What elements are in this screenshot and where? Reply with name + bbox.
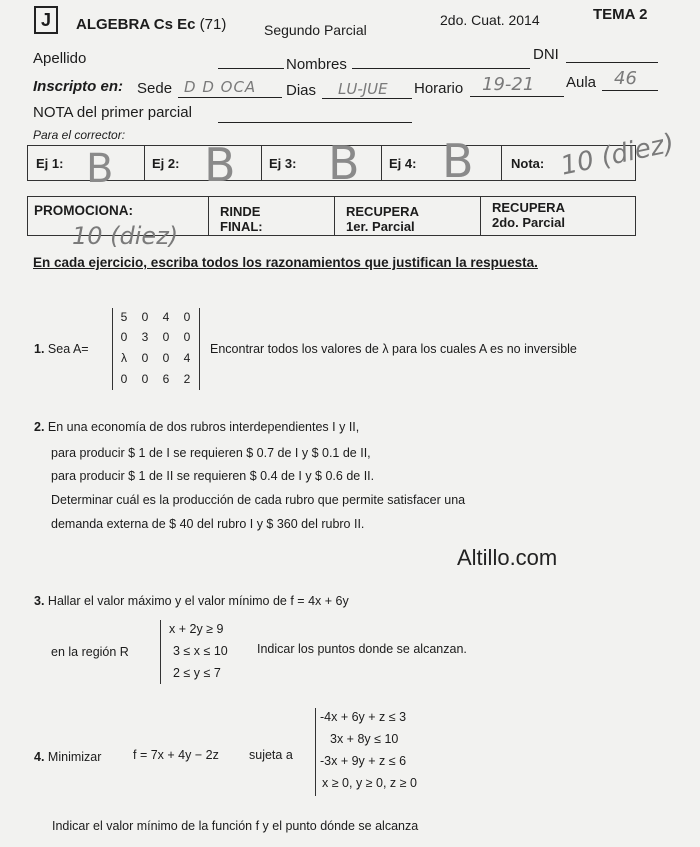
- exercise-4-lead: [34, 750, 101, 764]
- ej1-mark: B: [86, 146, 114, 192]
- promociona-mark: 10 (diez): [72, 222, 179, 250]
- matrix-cell: 0: [183, 310, 191, 324]
- horario-line: [470, 96, 564, 97]
- ej1-label: Ej 1:: [36, 156, 64, 171]
- recupera-2-sub: 2do. Parcial: [492, 215, 565, 230]
- dni-label: DNI: [533, 46, 559, 63]
- aula-value: 46: [614, 68, 637, 89]
- exercise-3-number: 3.: [34, 594, 45, 608]
- exercise-4-number: 4.: [34, 750, 45, 764]
- exercise-2-line-1: [34, 420, 359, 434]
- nombres-label: Nombres: [286, 56, 347, 73]
- nota-mark: 10 (diez): [558, 128, 677, 182]
- final-label: FINAL:: [220, 219, 263, 234]
- apellido-label: Apellido: [33, 50, 87, 67]
- recupera-2-label: RECUPERA: [492, 200, 565, 215]
- constraint-eq: x ≥ 0, y ≥ 0, z ≥ 0: [322, 776, 417, 790]
- exercise-1-number: 1.: [34, 342, 45, 356]
- ej2-label: Ej 2:: [152, 156, 180, 171]
- aula-label: Aula: [566, 74, 597, 91]
- matrix-cell: 0: [183, 330, 191, 344]
- ej3-label: Ej 3:: [269, 156, 297, 171]
- matrix-cell: 0: [141, 351, 149, 365]
- nota-primer-parcial-label: NOTA del primer parcial: [33, 104, 192, 121]
- inscripto-label: Inscripto en:: [33, 78, 124, 95]
- constraint-eq: 3x + 8y ≤ 10: [330, 732, 399, 746]
- matrix-cell: 2: [183, 372, 191, 386]
- matrix-cell: 0: [141, 372, 149, 386]
- watermark: Altillo.com: [457, 545, 558, 570]
- exercise-3-line-1: [34, 594, 349, 608]
- horario-value: 19-21: [482, 74, 535, 95]
- horario-label: Horario: [414, 80, 464, 97]
- ej2-mark: B: [204, 138, 236, 192]
- matrix-cell: 0: [141, 310, 149, 324]
- region-system: [160, 620, 228, 684]
- sede-value: D D OCA: [184, 78, 257, 96]
- exercise-3-region: en la región R: [51, 645, 129, 659]
- nombres-line: [352, 68, 530, 69]
- exercise-3-text-1: Hallar el valor máximo y el valor mínimo de f = 4x + 6y: [47, 594, 349, 608]
- matrix-cell: 4: [183, 351, 191, 365]
- exercise-1-sea: Sea A=: [47, 342, 89, 356]
- matrix-cell: 5: [120, 310, 128, 324]
- exercise-2-number: 2.: [34, 420, 45, 434]
- exercise-2-text-1: En una economía de dos rubros interdependientes I y II,: [47, 420, 360, 434]
- course-code: (71): [199, 16, 227, 33]
- promociona-label: PROMOCIONA:: [34, 203, 133, 218]
- matrix-cell: 4: [162, 310, 170, 324]
- dias-value: LU-JUE: [338, 80, 388, 98]
- matrix-cell: 0: [120, 330, 128, 344]
- apellido-line: [218, 68, 284, 69]
- matrix-cell: λ: [121, 351, 127, 365]
- nota-primer-parcial-line: [218, 122, 412, 123]
- exercise-4-tail: Indicar el valor mínimo de la función f y el punto dónde se alcanza: [52, 819, 419, 833]
- constraint-system: [315, 708, 417, 796]
- rinde-label: RINDE: [220, 204, 261, 219]
- matrix-cell: 0: [162, 351, 170, 365]
- recupera-1-label: RECUPERA: [346, 204, 419, 219]
- sede-label: Sede: [137, 80, 173, 97]
- matrix-cell: 3: [141, 330, 149, 344]
- matrix-a: [112, 308, 200, 390]
- matrix-cell: 6: [162, 372, 170, 386]
- nota-label: Nota:: [511, 156, 545, 171]
- dias-line: [322, 98, 412, 99]
- aula-line: [602, 90, 658, 91]
- exercise-3-tail: Indicar los puntos donde se alcanzan.: [257, 642, 467, 656]
- version-letter-box: J: [34, 6, 58, 34]
- corrector-label: Para el corrector:: [33, 128, 126, 142]
- exercise-2-line-5: demanda externa de $ 40 del rubro I y $ 360 del rubro II.: [51, 517, 365, 531]
- dias-label: Dias: [286, 82, 317, 99]
- ej4-label: Ej 4:: [389, 156, 417, 171]
- exercise-4-sujeta: sujeta a: [249, 748, 293, 762]
- exercise-2-line-2: para producir $ 1 de I se requieren $ 0.7 de I y $ 0.1 de II,: [51, 446, 371, 460]
- matrix-cell: 0: [120, 372, 128, 386]
- recupera-1-sub: 1er. Parcial: [346, 219, 415, 234]
- exam-name: Segundo Parcial: [264, 22, 367, 38]
- exercise-2-line-4: Determinar cuál es la producción de cada rubro que permite satisfacer una: [51, 493, 466, 507]
- course-name: ALGEBRA Cs Ec: [76, 16, 196, 33]
- ej3-mark: B: [328, 136, 360, 190]
- exercise-4-minimizar: Minimizar: [47, 750, 102, 764]
- sede-line: [178, 97, 282, 98]
- ej4-mark: B: [442, 134, 474, 188]
- exercise-4-function: f = 7x + 4y − 2z: [133, 748, 219, 762]
- exam-term: 2do. Cuat. 2014: [440, 12, 540, 28]
- exercise-1-lead: [34, 342, 89, 356]
- instruction: En cada ejercicio, escriba todos los razonamientos que justifican la respuesta.: [33, 255, 538, 270]
- region-eq: x + 2y ≥ 9: [169, 622, 224, 636]
- region-eq: 3 ≤ x ≤ 10: [173, 644, 228, 658]
- region-eq: 2 ≤ y ≤ 7: [173, 666, 221, 680]
- exam-tema: TEMA 2: [593, 6, 648, 23]
- exercise-1-text: Encontrar todos los valores de λ para los cuales A es no inversible: [210, 342, 577, 356]
- matrix-cell: 0: [162, 330, 170, 344]
- constraint-eq: -4x + 6y + z ≤ 3: [320, 710, 407, 724]
- constraint-eq: -3x + 9y + z ≤ 6: [320, 754, 407, 768]
- dni-line: [566, 62, 658, 63]
- exercise-2-line-3: para producir $ 1 de II se requieren $ 0.4 de I y $ 0.6 de II.: [51, 469, 375, 483]
- course-title: [76, 16, 226, 33]
